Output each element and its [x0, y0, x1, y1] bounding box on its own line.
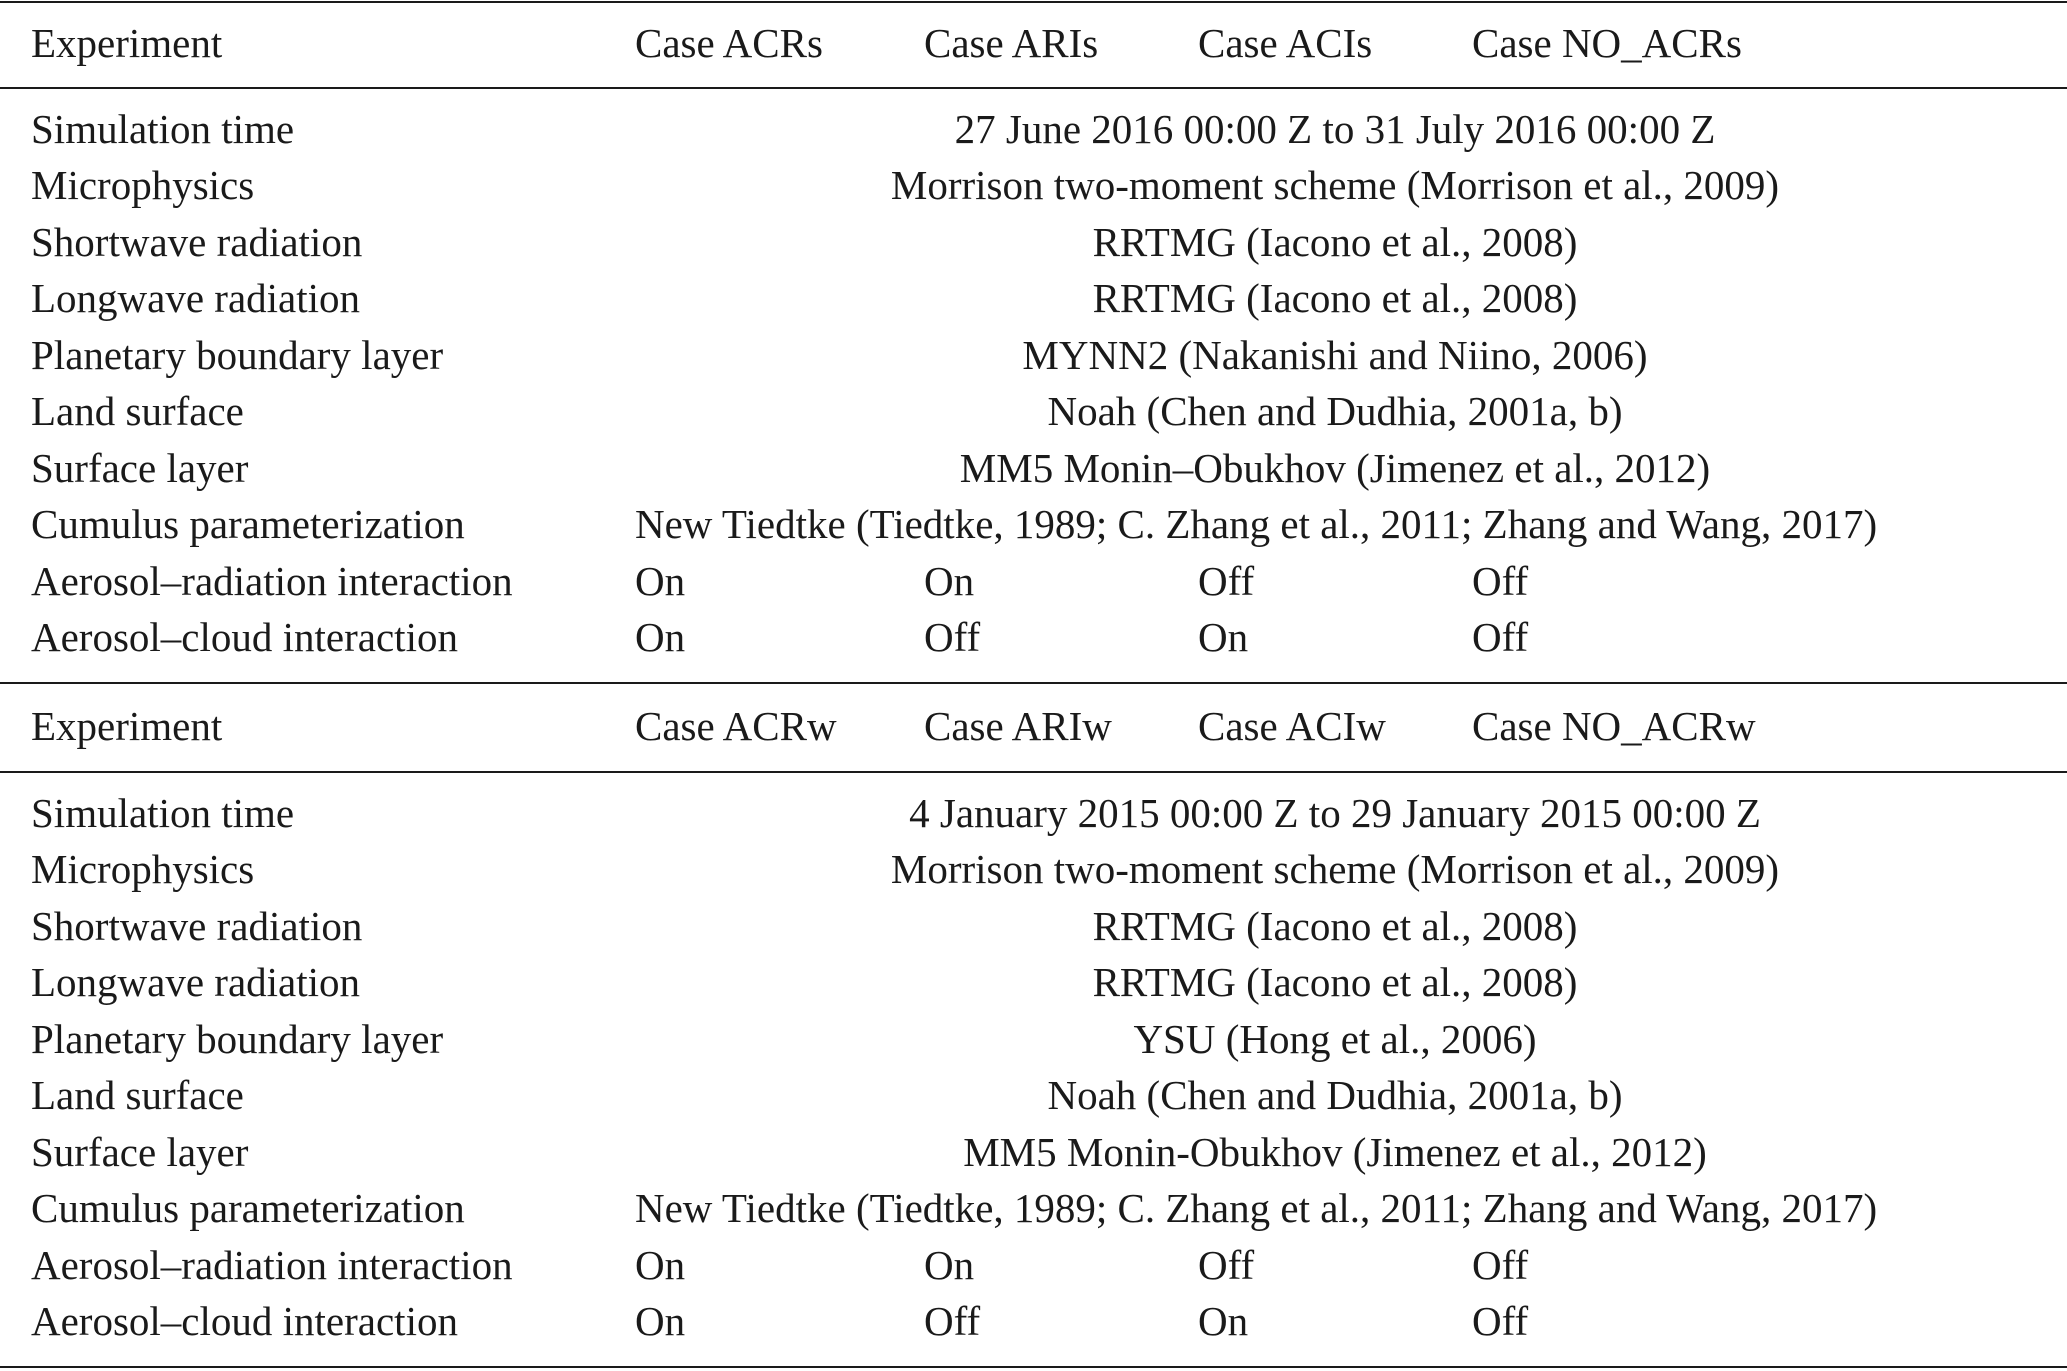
- table-row: [0, 1237, 2067, 1294]
- row-label: Land surface: [31, 388, 244, 434]
- row-label: Microphysics: [31, 846, 255, 892]
- header-case: Case ACRs: [635, 20, 823, 66]
- header-case: Case ARIw: [924, 703, 1112, 749]
- row-label: Longwave radiation: [31, 959, 361, 1005]
- switch-value: On: [924, 558, 975, 604]
- switch-value: On: [635, 558, 686, 604]
- switch-value: Off: [1472, 558, 1529, 604]
- header-label: Experiment: [31, 703, 223, 749]
- row-value: New Tiedtke (Tiedtke, 1989; C. Zhang et al., 2011; Zhang and Wang, 2017): [635, 501, 1878, 547]
- table-row: [0, 383, 2067, 440]
- table-row: [0, 841, 2067, 898]
- row-label: Aerosol–radiation interaction: [31, 558, 513, 604]
- table-row: [0, 553, 2067, 610]
- switch-value: On: [1198, 614, 1249, 660]
- switch-value: On: [635, 1298, 686, 1344]
- switch-value: On: [635, 614, 686, 660]
- table-header-row: [0, 15, 2067, 72]
- table-row: [0, 327, 2067, 384]
- switch-value: Off: [924, 614, 981, 660]
- row-value: RRTMG (Iacono et al., 2008): [1092, 959, 1578, 1005]
- switch-value: Off: [1198, 558, 1255, 604]
- switch-value: Off: [1198, 1242, 1255, 1288]
- header-case: Case ARIs: [924, 20, 1099, 66]
- row-value: 27 June 2016 00:00 Z to 31 July 2016 00:00 Z: [954, 106, 1716, 152]
- switch-value: Off: [924, 1298, 981, 1344]
- row-label: Microphysics: [31, 162, 255, 208]
- row-label: Planetary boundary layer: [31, 332, 444, 378]
- row-value: RRTMG (Iacono et al., 2008): [1092, 275, 1578, 321]
- row-label: Simulation time: [31, 106, 295, 152]
- section-divider-rule: [0, 682, 2067, 684]
- row-label: Cumulus parameterization: [31, 1185, 465, 1231]
- table-row: [0, 609, 2067, 666]
- table-row: [0, 1011, 2067, 1068]
- row-label: Planetary boundary layer: [31, 1016, 444, 1062]
- table-row: [0, 1124, 2067, 1181]
- switch-value: Off: [1472, 614, 1529, 660]
- section-2-header-rule: [0, 771, 2067, 773]
- row-label: Surface layer: [31, 1129, 249, 1175]
- row-value: Morrison two-moment scheme (Morrison et al., 2009): [890, 846, 1780, 892]
- header-case: Case ACIw: [1198, 703, 1386, 749]
- switch-value: Off: [1472, 1298, 1529, 1344]
- switch-value: Off: [1472, 1242, 1529, 1288]
- table-row: [0, 1067, 2067, 1124]
- row-value: Noah (Chen and Dudhia, 2001a, b): [1047, 388, 1623, 434]
- row-label: Land surface: [31, 1072, 244, 1118]
- row-value: MYNN2 (Nakanishi and Niino, 2006): [1022, 332, 1648, 378]
- table-row: [0, 101, 2067, 158]
- row-label: Longwave radiation: [31, 275, 361, 321]
- switch-value: On: [924, 1242, 975, 1288]
- row-value: RRTMG (Iacono et al., 2008): [1092, 903, 1578, 949]
- row-label: Simulation time: [31, 790, 295, 836]
- table-row: [0, 157, 2067, 214]
- row-value: RRTMG (Iacono et al., 2008): [1092, 219, 1578, 265]
- header-case: Case NO_ACRs: [1472, 20, 1742, 66]
- switch-value: On: [635, 1242, 686, 1288]
- row-label: Surface layer: [31, 445, 249, 491]
- row-value: New Tiedtke (Tiedtke, 1989; C. Zhang et al., 2011; Zhang and Wang, 2017): [635, 1185, 1878, 1231]
- table-row: [0, 1180, 2067, 1237]
- row-value: 4 January 2015 00:00 Z to 29 January 2015 00:00 Z: [909, 790, 1761, 836]
- table-row: [0, 954, 2067, 1011]
- header-case: Case ACIs: [1198, 20, 1373, 66]
- row-value: MM5 Monin–Obukhov (Jimenez et al., 2012): [959, 445, 1711, 491]
- table-row: [0, 270, 2067, 327]
- row-label: Shortwave radiation: [31, 903, 363, 949]
- table-header-row: [0, 698, 2067, 755]
- row-label: Cumulus parameterization: [31, 501, 465, 547]
- row-label: Aerosol–radiation interaction: [31, 1242, 513, 1288]
- row-value: Morrison two-moment scheme (Morrison et al., 2009): [890, 162, 1780, 208]
- table-row: [0, 214, 2067, 271]
- row-label: Aerosol–cloud interaction: [31, 1298, 458, 1344]
- table-row: [0, 785, 2067, 842]
- row-value: Noah (Chen and Dudhia, 2001a, b): [1047, 1072, 1623, 1118]
- section-1-header-rule: [0, 87, 2067, 89]
- row-label: Shortwave radiation: [31, 219, 363, 265]
- table-row: [0, 1293, 2067, 1350]
- header-label: Experiment: [31, 20, 223, 66]
- table-row: [0, 440, 2067, 497]
- table-top-rule: [0, 1, 2067, 3]
- row-value: YSU (Hong et al., 2006): [1133, 1016, 1537, 1062]
- row-label: Aerosol–cloud interaction: [31, 614, 458, 660]
- table-row: [0, 898, 2067, 955]
- header-case: Case NO_ACRw: [1472, 703, 1756, 749]
- table-row: [0, 496, 2067, 553]
- switch-value: On: [1198, 1298, 1249, 1344]
- table-bottom-rule: [0, 1366, 2067, 1368]
- row-value: MM5 Monin-Obukhov (Jimenez et al., 2012): [963, 1129, 1707, 1175]
- header-case: Case ACRw: [635, 703, 837, 749]
